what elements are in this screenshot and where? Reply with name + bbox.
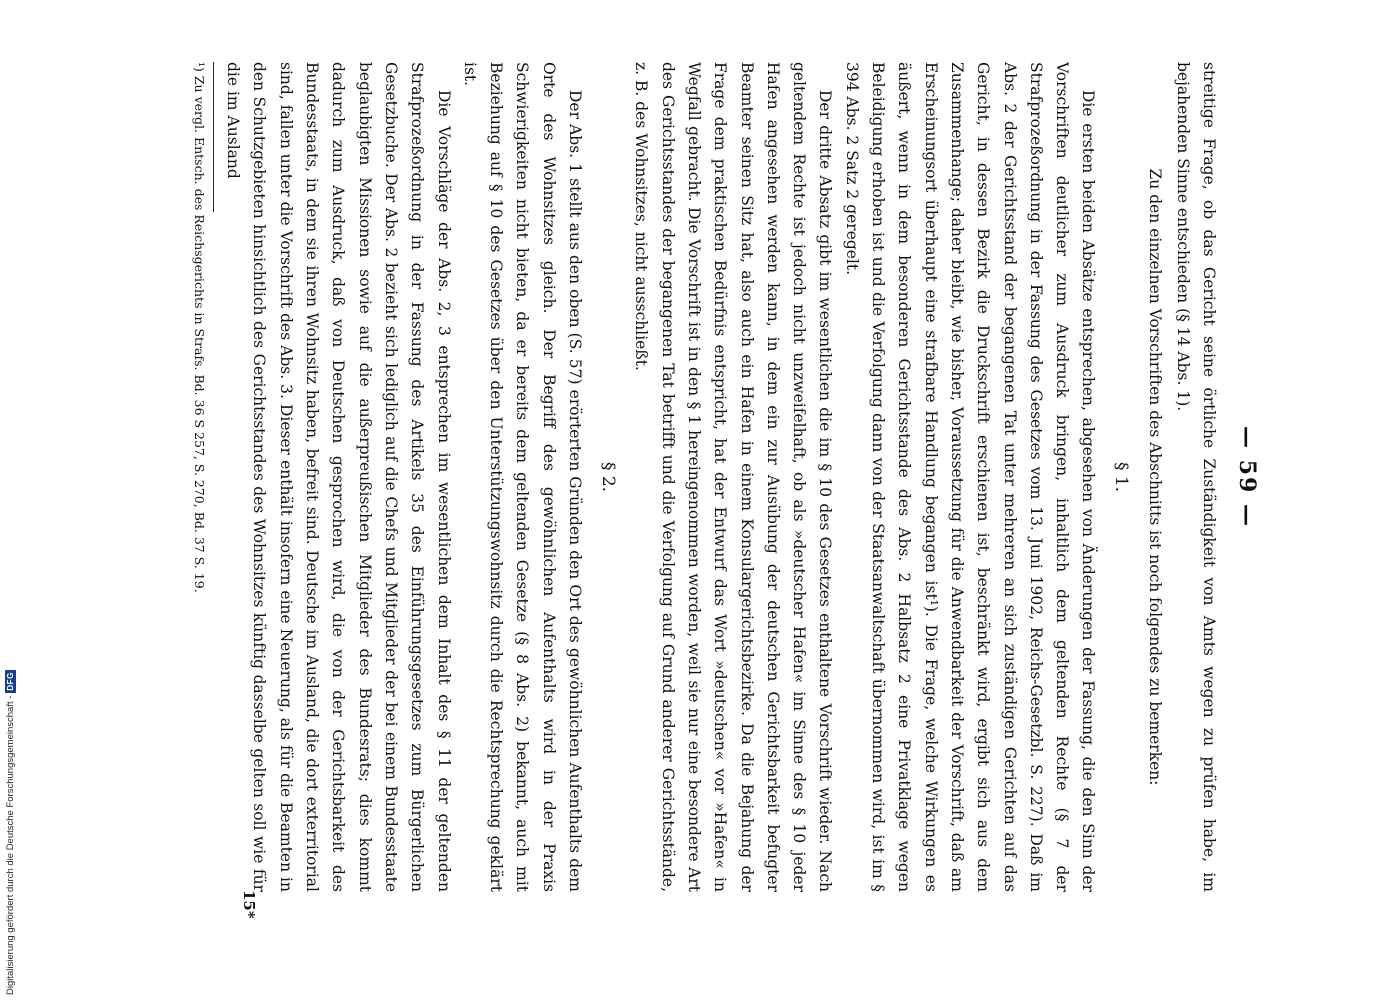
section-2-paragraph-2: Die Vorschläge der Abs. 2, 3 entsprechen im wesentlichen dem Inhalt des § 11 der geltenden Strafprozeßordnung in der Fassung des Artikels 35 des Einführungsgesetzes zum Bürgerlichen Gesetzbuche. Der Abs. 2 bezieht sich lediglich auf die Chefs und Mitglieder der bei einem Bundesstaate beglaubigten Missionen sowie auf die außerpreußischen Mitglieder des Bundesrats; dies kommt dadurch zum Ausdruck, daß von Deutschen gesprochen wird, die von der Gerichtsbarkeit des Bundesstaats, in dem sie ihren Wohnsitz haben, befreit sind. Deutsche im Ausland, die dort exterritorial sind, fallen unter die Vorschrift des Abs. 3. Dieser enthält insofern eine Neuerung, als für die Beamten in den Schutzgebieten hinsichtlich des Gerichtsstandes des Wohnsitzes künftig dasselbe gelten soll wie für die im Ausland [224,62,453,892]
section-2-heading: § 2. [598,461,619,493]
section-1-heading: § 1. [1111,461,1132,493]
footnote: ¹) Zu vergl. Entsch. des Reichsgerichts in Strafs. Bd. 36 S 257, S. 270, Bd. 37 S. 19. [191,62,207,593]
section-2-paragraph-1: Der Abs. 1 stellt aus den oben (S. 57) erörterten Gründen den Ort des gewöhnlichen Aufenthalts dem Orte des Wohnsitzes gleich. Der Begriff des gewöhnlichen Aufenthalts wird in der Praxis Schwierigkeiten nicht bieten, da er bereits dem geltenden Gesetze (§ 8 Abs. 2) bekannt, auch mit Beziehung auf § 10 des Gesetzes über den Unterstützungswohnsitz durch die Rechtsprechung geklärt ist. [460,62,585,892]
page-number: — 59 — [1234,426,1260,528]
intro-line: Zu den einzelnen Vorschriften des Abschnitts ist noch folgendes zu bemerken: [1146,168,1165,786]
sheet-marker: 15* [240,890,258,919]
dfg-logo: DFG [5,672,15,691]
document-page [160,62,1260,919]
digitization-credit [3,595,17,995]
top-paragraph: streitige Frage, ob das Gericht seine örtliche Zuständigkeit von Amts wegen zu prüfen habe, im bejahenden Sinne entschieden (§ 14 Abs. 1). [1173,62,1218,892]
section-1-paragraph-2: Der dritte Absatz gibt im wesentlichen die im § 10 des Gesetzes enthaltene Vorschrift wieder. Nach geltendem Rechte ist jedoch nicht unzweifelhaft, ob als »deutscher Hafen« im Sinne des § 10 jeder Hafen angesehen werden kann, in dem ein zur Ausübung der deutschen Gerichtsbarkeit befugter Beamter seinen Sitz hat, also auch ein Hafen in einem Konsulargerichtsbezirke. Da die Bejahung der Frage dem praktischen Bedürfnis entspricht, hat der Entwurf das Wort »deutschen« vor »Hafen« in Wegfall gebracht. Die Vorschrift ist in den § 1 hereingenommen worden, weil sie nur eine besondere Art des Gerichtsstandes der begangenen Tat betrifft und die Verfolgung auf Grund anderer Gerichtsstände, z. B. des Wohnsitzes, nicht ausschließt. [632,62,835,892]
credit-text: Digitalisierung gefördert durch die Deutsche Forschungsgemeinschaft - [4,695,16,995]
footnote-divider [213,62,214,212]
section-1-paragraph-1: Die ersten beiden Absätze entsprechen, abgesehen von Änderungen der Fassung, die den Sinn der Vorschriften deutlicher zum Ausdruck bringen, inhaltlich dem geltenden Rechte (§ 7 der Strafprozeßordnung in der Fassung des Gesetzes vom 13. Juni 1902, Reichs-Gesetzbl. S. 227). Daß im Abs. 2 der Gerichtsstand der begangenen Tat unter mehreren an sich zuständigen Gerichten auf das Gericht, in dessen Bezirk die Druckschrift erschienen ist, beschränkt wird, ergibt sich aus dem Zusammenhange; daher bleibt, wie bisher, Voraussetzung für die Anwendbarkeit der Vorschrift, daß am Erscheinungsort überhaupt eine strafbare Handlung begangen ist¹). Die Frage, welche Wirkungen es äußert, wenn in dem besonderen Gerichtsstande des Abs. 2 Halbsatz 2 eine Privatklage wegen Beleidigung erhoben ist und die Verfolgung dann von der Staatsanwaltschaft übernommen wird, ist im § 394 Abs. 2 Satz 2 geregelt. [842,62,1098,892]
